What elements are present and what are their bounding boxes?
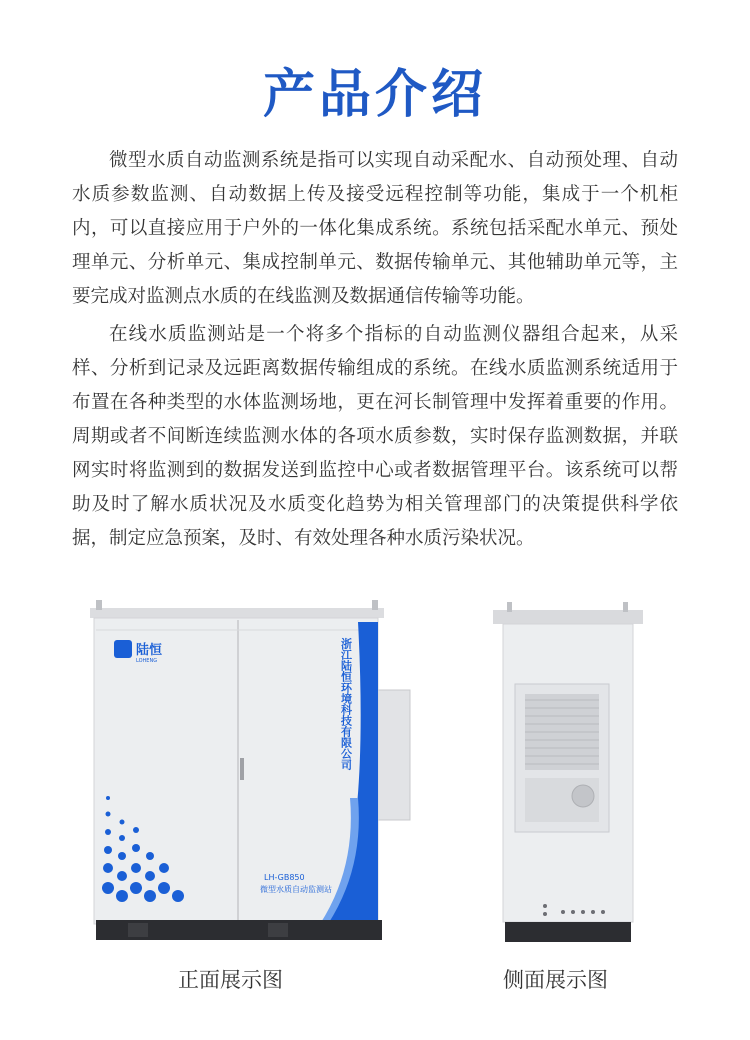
- product-name-label: 微型水质自动监测站: [260, 885, 332, 894]
- front-cabinet-image: [88, 598, 418, 943]
- side-view-caption: 侧面展示图: [503, 968, 608, 992]
- company-name: 浙江陆恒环境科技有限公司: [339, 638, 353, 770]
- intro-paragraph-1: 微型水质自动监测系统是指可以实现自动采配水、自动预处理、自动水质参数监测、自动数据上传及接受远程控制等功能，集成于一个机柜内，可以直接应用于户外的一体化集成系统。系统包括采配水单元、预处理单元、分析单元、集成控制单元、数据传输单元、其他辅助单元等，主要完成对监测点水质的在线监测及数据通信传输等功能。: [72, 150, 678, 307]
- model-number: LH-GB850: [264, 873, 305, 882]
- logo-text: 陆恒: [136, 643, 163, 658]
- intro-paragraph-2: 在线水质监测站是一个将多个指标的自动监测仪器组合起来，从采样、分析到记录及远距离数据传输组成的系统。在线水质监测系统适用于布置在各种类型的水体监测场地，更在河长制管理中发挥着重要的作用。周期或者不间断连续监测水体的各项水质参数，实时保存监测数据，并联网实时将监测到的数据发送到监控中心或者数据管理平台。该系统可以帮助及时了解水质状况及水质变化趋势为相关管理部门的决策提供科学依据，制定应急预案，及时、有效处理各种水质污染状况。: [72, 324, 678, 549]
- logo-subtext: LOHENG: [136, 658, 158, 664]
- side-cabinet-image: [493, 602, 643, 945]
- front-view-caption: 正面展示图: [178, 968, 283, 992]
- page-title: 产品介绍: [262, 65, 487, 125]
